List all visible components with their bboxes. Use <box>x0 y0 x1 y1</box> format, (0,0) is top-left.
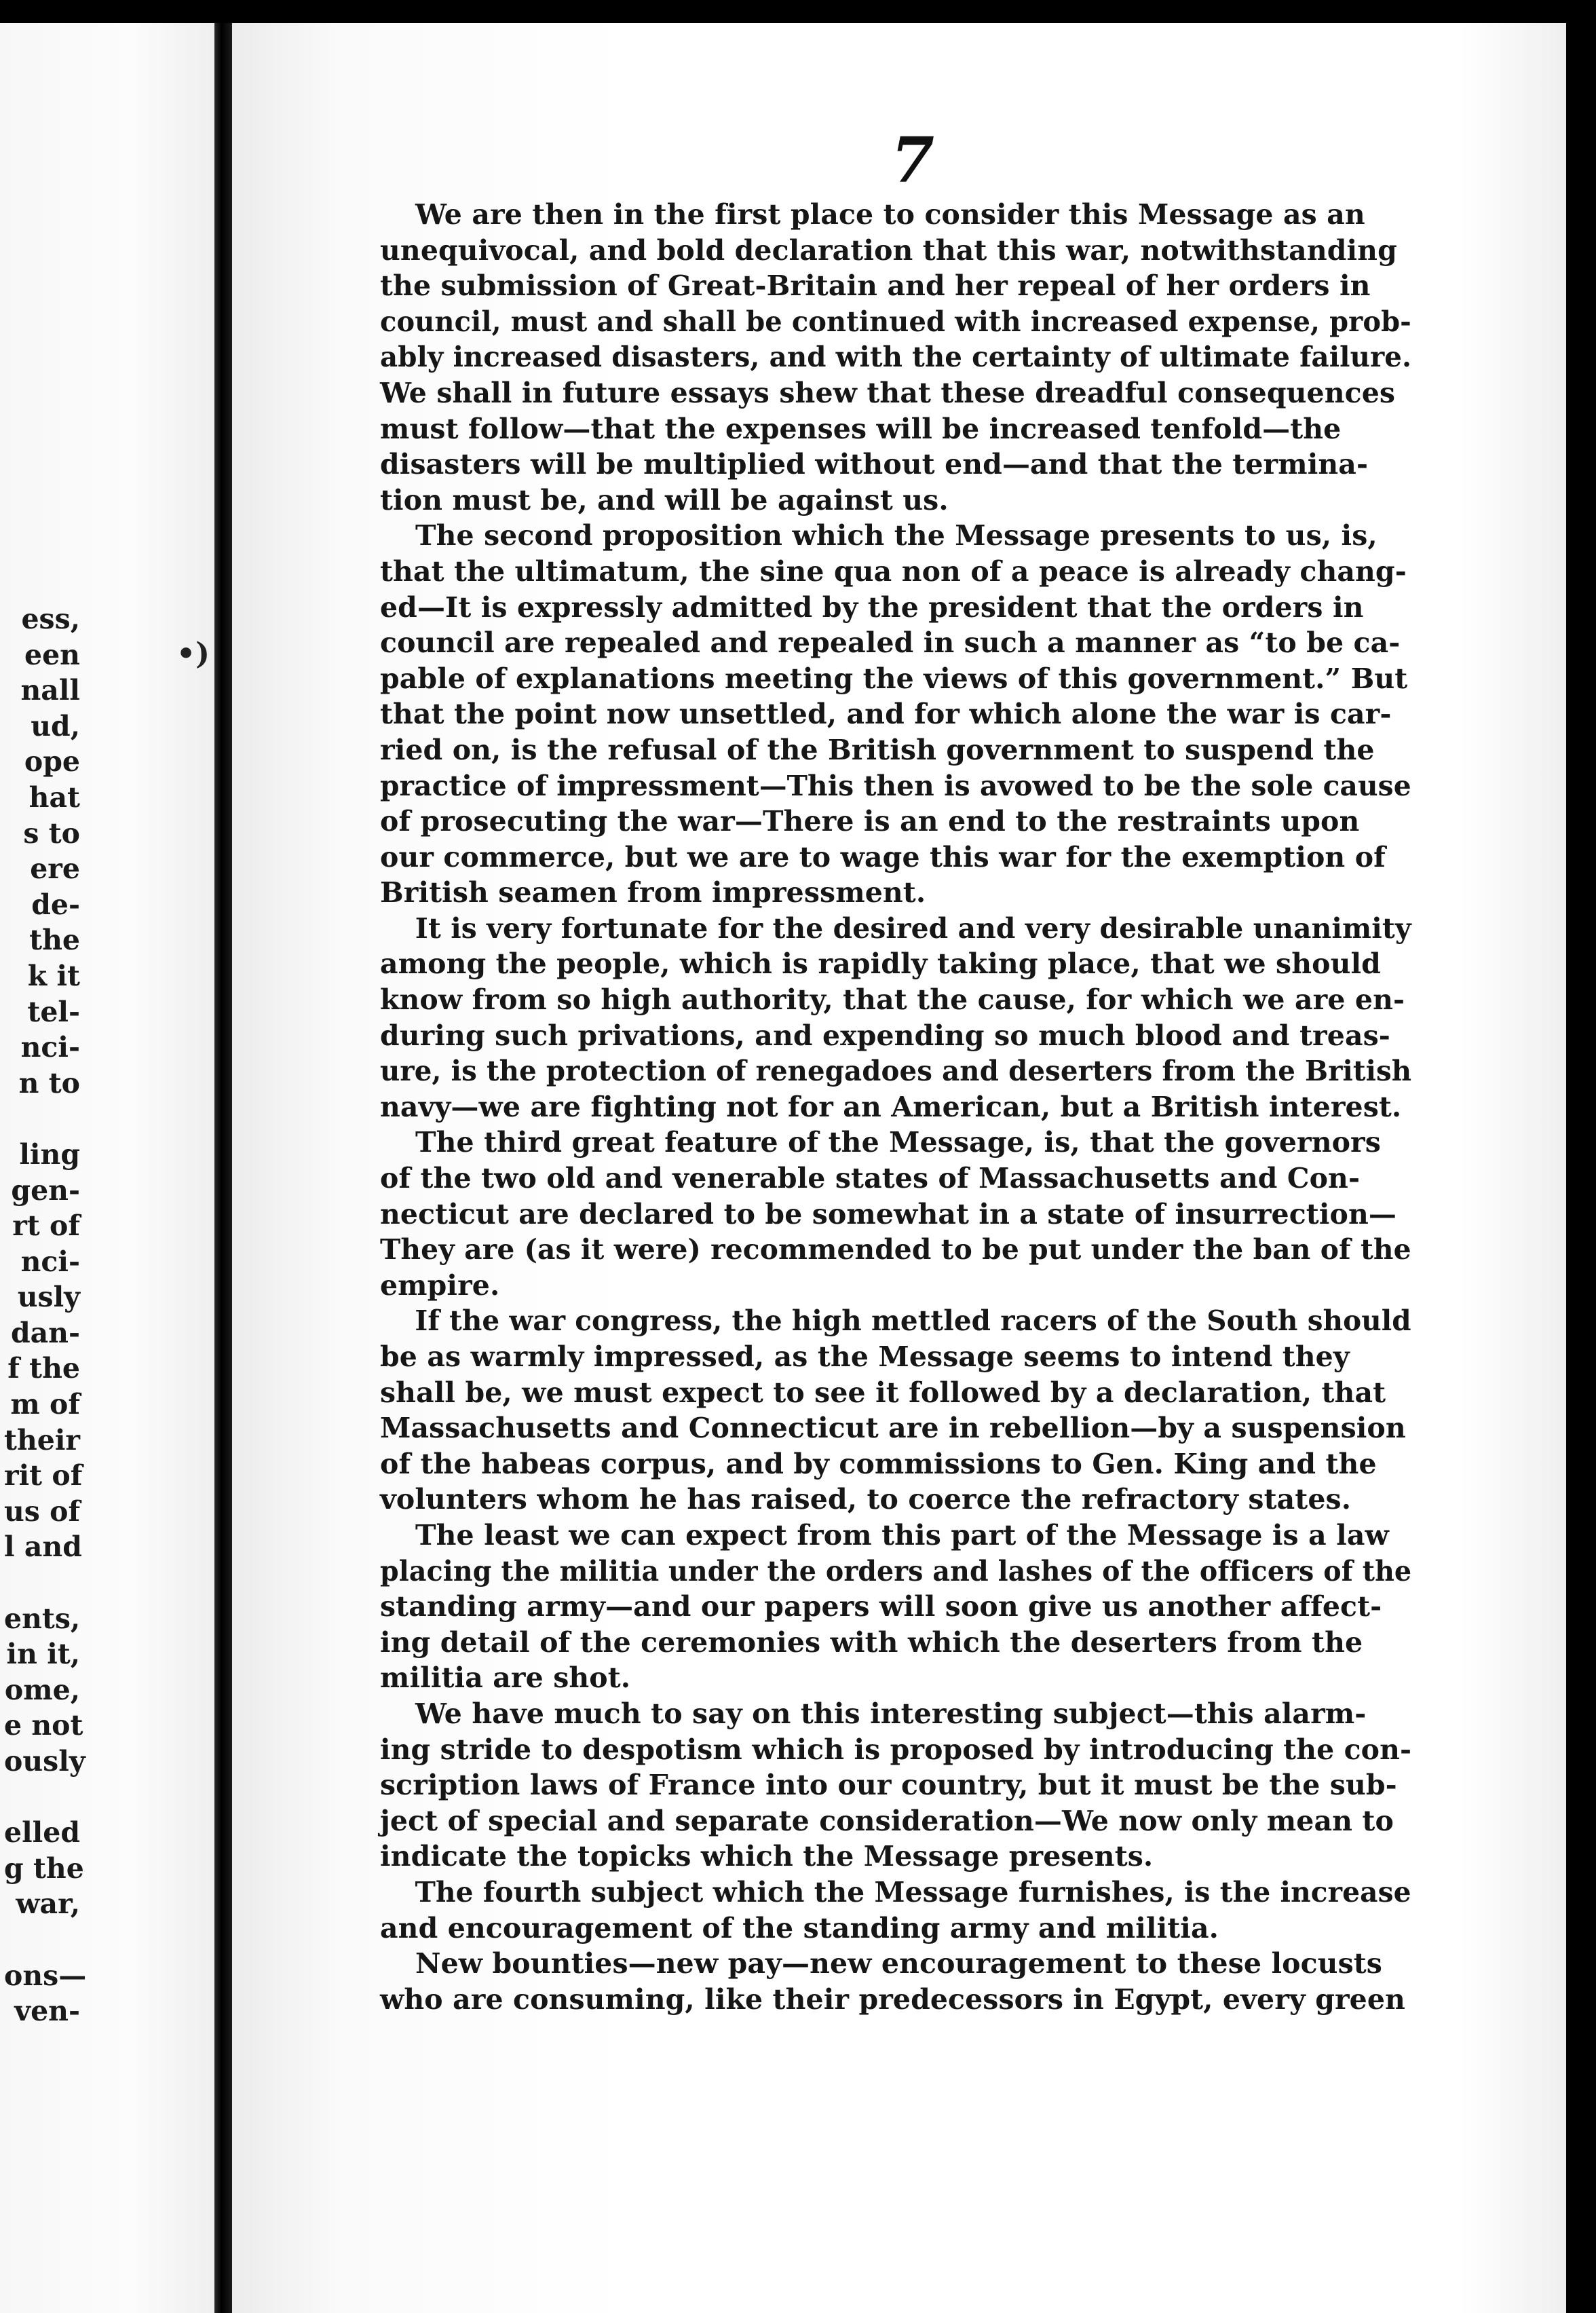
text-line: of the habeas corpus, and by commissions to Gen. King and the <box>380 1447 1377 1480</box>
text-line: scription laws of France into our country, but it must be the sub- <box>380 1769 1397 1802</box>
text-line: among the people, which is rapidly taking place, that we should <box>380 947 1381 981</box>
text-line: council, must and shall be continued with increased expense, prob- <box>380 305 1411 338</box>
text-line: The fourth subject which the Message furnishes, is the increase <box>415 1875 1411 1908</box>
left-page-fragment: ere <box>30 852 80 886</box>
text-line: be as warmly impressed, as the Message seems to intend they <box>380 1340 1350 1373</box>
text-line: The third great feature of the Message, is, that the governors <box>415 1126 1381 1159</box>
left-page-fragment: e not <box>4 1709 83 1742</box>
page-number: 7 <box>890 124 934 197</box>
left-page-fragment: ents, <box>4 1602 81 1635</box>
text-line: pable of explanations meeting the views of this government.” But <box>380 662 1408 695</box>
left-page-fragment: in it, <box>6 1638 80 1671</box>
text-line: that the point now unsettled, and for which alone the war is car- <box>380 698 1392 731</box>
text-line: indicate the topicks which the Message presents. <box>380 1840 1154 1873</box>
left-page-fragment: rit of <box>4 1459 83 1492</box>
text-line: We are then in the first place to consider this Message as an <box>415 198 1365 231</box>
text-line: ed—It is expressly admitted by the president that the orders in <box>380 590 1364 624</box>
text-line: that the ultimatum, the sine qua non of a peace is already chang- <box>380 554 1407 588</box>
left-page-fragment: nall <box>20 674 80 707</box>
text-line: disasters will be multiplied without end—and that the termina- <box>380 448 1369 481</box>
text-line: The least we can expect from this part of the Message is a law <box>415 1518 1389 1552</box>
left-page-fragment: the <box>29 924 80 957</box>
left-page-fragment: f the <box>7 1352 80 1385</box>
left-page-fragment: g the <box>4 1851 84 1885</box>
left-page-fragment: gen- <box>11 1173 80 1207</box>
left-page-edge-text <box>4 601 87 2029</box>
left-page-fragment: s to <box>23 816 80 850</box>
text-line: of the two old and venerable states of Massachusetts and Con- <box>380 1162 1361 1195</box>
text-line: must follow—that the expenses will be increased tenfold—the <box>380 412 1342 445</box>
left-page-fragment: ling <box>19 1137 80 1171</box>
left-page-fragment <box>4 1565 80 1601</box>
left-page-fragment: hat <box>28 781 80 814</box>
left-page-fragment: their <box>4 1423 81 1456</box>
text-line: who are consuming, like their predecessors in Egypt, every green <box>380 1982 1405 2016</box>
left-page-fragment <box>4 1922 80 1958</box>
left-page-fragment: tel- <box>27 995 80 1028</box>
text-line: necticut are declared to be somewhat in a state of insurrection— <box>380 1197 1396 1230</box>
text-line: tion must be, and will be against us. <box>380 483 949 516</box>
left-page-fragment: dan- <box>10 1316 80 1349</box>
left-page-fragment <box>4 1780 80 1816</box>
margin-mark: •) <box>176 637 210 671</box>
text-line: We shall in future essays shew that these dreadful consequences <box>380 376 1396 409</box>
left-page-fragment <box>4 1101 80 1137</box>
left-page-fragment: k it <box>27 959 80 992</box>
text-line: of prosecuting the war—There is an end to the restraints upon <box>380 805 1360 838</box>
text-line: ably increased disasters, and with the certainty of ultimate failure. <box>380 341 1412 374</box>
text-line: shall be, we must expect to see it followed by a declaration, that <box>380 1376 1386 1409</box>
text-line: council are repealed and repealed in such a manner as “to be ca- <box>380 626 1401 660</box>
left-page-fragment: rt of <box>12 1209 80 1243</box>
left-page-fragment: us of <box>4 1494 81 1528</box>
text-line: placing the militia under the orders and lashes of the officers of the <box>380 1554 1412 1587</box>
text-line: volunters whom he has raised, to coerce the refractory states. <box>380 1483 1352 1516</box>
text-line: militia are shot. <box>380 1661 631 1695</box>
text-line: ure, is the protection of renegadoes and deserters from the British <box>380 1055 1412 1088</box>
body-text <box>380 197 1411 2017</box>
text-line: They are (as it were) recommended to be put under the ban of the <box>380 1233 1411 1266</box>
text-line: The second proposition which the Message presents to us, is, <box>415 519 1378 552</box>
text-line: If the war congress, the high mettled racers of the South should <box>415 1304 1411 1338</box>
left-page-fragment: ope <box>24 745 80 778</box>
text-line: during such privations, and expending so much blood and treas- <box>380 1019 1390 1052</box>
left-page-fragment: ome, <box>4 1673 80 1706</box>
book-gutter <box>214 23 232 2313</box>
text-line: and encouragement of the standing army and militia. <box>380 1911 1219 1944</box>
left-page-fragment: ously <box>4 1745 86 1778</box>
left-page <box>0 23 218 2313</box>
left-page-fragment: war, <box>16 1887 80 1921</box>
text-line: unequivocal, and bold declaration that this war, notwithstanding <box>380 233 1397 267</box>
text-line: ject of special and separate consideration—We now only mean to <box>380 1804 1394 1837</box>
left-page-fragment: nci- <box>20 1245 80 1278</box>
text-line: standing army—and our papers will soon give us another affect- <box>380 1590 1382 1623</box>
left-page-fragment: ons— <box>4 1959 87 1992</box>
left-page-fragment: nci- <box>20 1031 80 1064</box>
text-line: the submission of Great-Britain and her repeal of her orders in <box>380 269 1371 303</box>
left-page-fragment: n to <box>18 1066 80 1099</box>
left-page-fragment: ven- <box>14 1995 80 2028</box>
text-line: Massachusetts and Connecticut are in rebellion—by a suspension <box>380 1412 1406 1445</box>
left-page-fragment: usly <box>17 1281 80 1314</box>
left-page-fragment: m of <box>10 1388 80 1421</box>
text-line: British seamen from impressment. <box>380 876 926 909</box>
text-line: empire. <box>380 1268 500 1302</box>
text-line: our commerce, but we are to wage this war for the exemption of <box>380 840 1386 873</box>
scan-top-border <box>0 0 1596 23</box>
left-page-fragment: elled <box>4 1816 80 1849</box>
text-line: know from so high authority, that the cause, for which we are en- <box>380 983 1405 1017</box>
text-line: We have much to say on this interesting subject—this alarm- <box>415 1697 1367 1730</box>
left-page-fragment: ud, <box>31 709 80 742</box>
left-page-fragment: ess, <box>21 603 80 635</box>
text-line: ing stride to despotism which is proposed by introducing the con- <box>380 1733 1412 1766</box>
left-page-fragment: de- <box>31 888 80 921</box>
left-page-fragment: l and <box>4 1530 82 1564</box>
text-line: New bounties—new pay—new encouragement to these locusts <box>415 1947 1382 1980</box>
text-line: ried on, is the refusal of the British government to suspend the <box>380 733 1375 766</box>
scan-right-border <box>1566 0 1596 2313</box>
text-line: navy—we are fighting not for an American, but a British interest. <box>380 1090 1402 1123</box>
text-line: ing detail of the ceremonies with which the deserters from the <box>380 1625 1363 1659</box>
text-line: It is very fortunate for the desired and very desirable unanimity <box>415 911 1411 945</box>
text-line: practice of impressment—This then is avowed to be the sole cause <box>380 769 1411 802</box>
left-page-fragment: een <box>24 638 80 671</box>
